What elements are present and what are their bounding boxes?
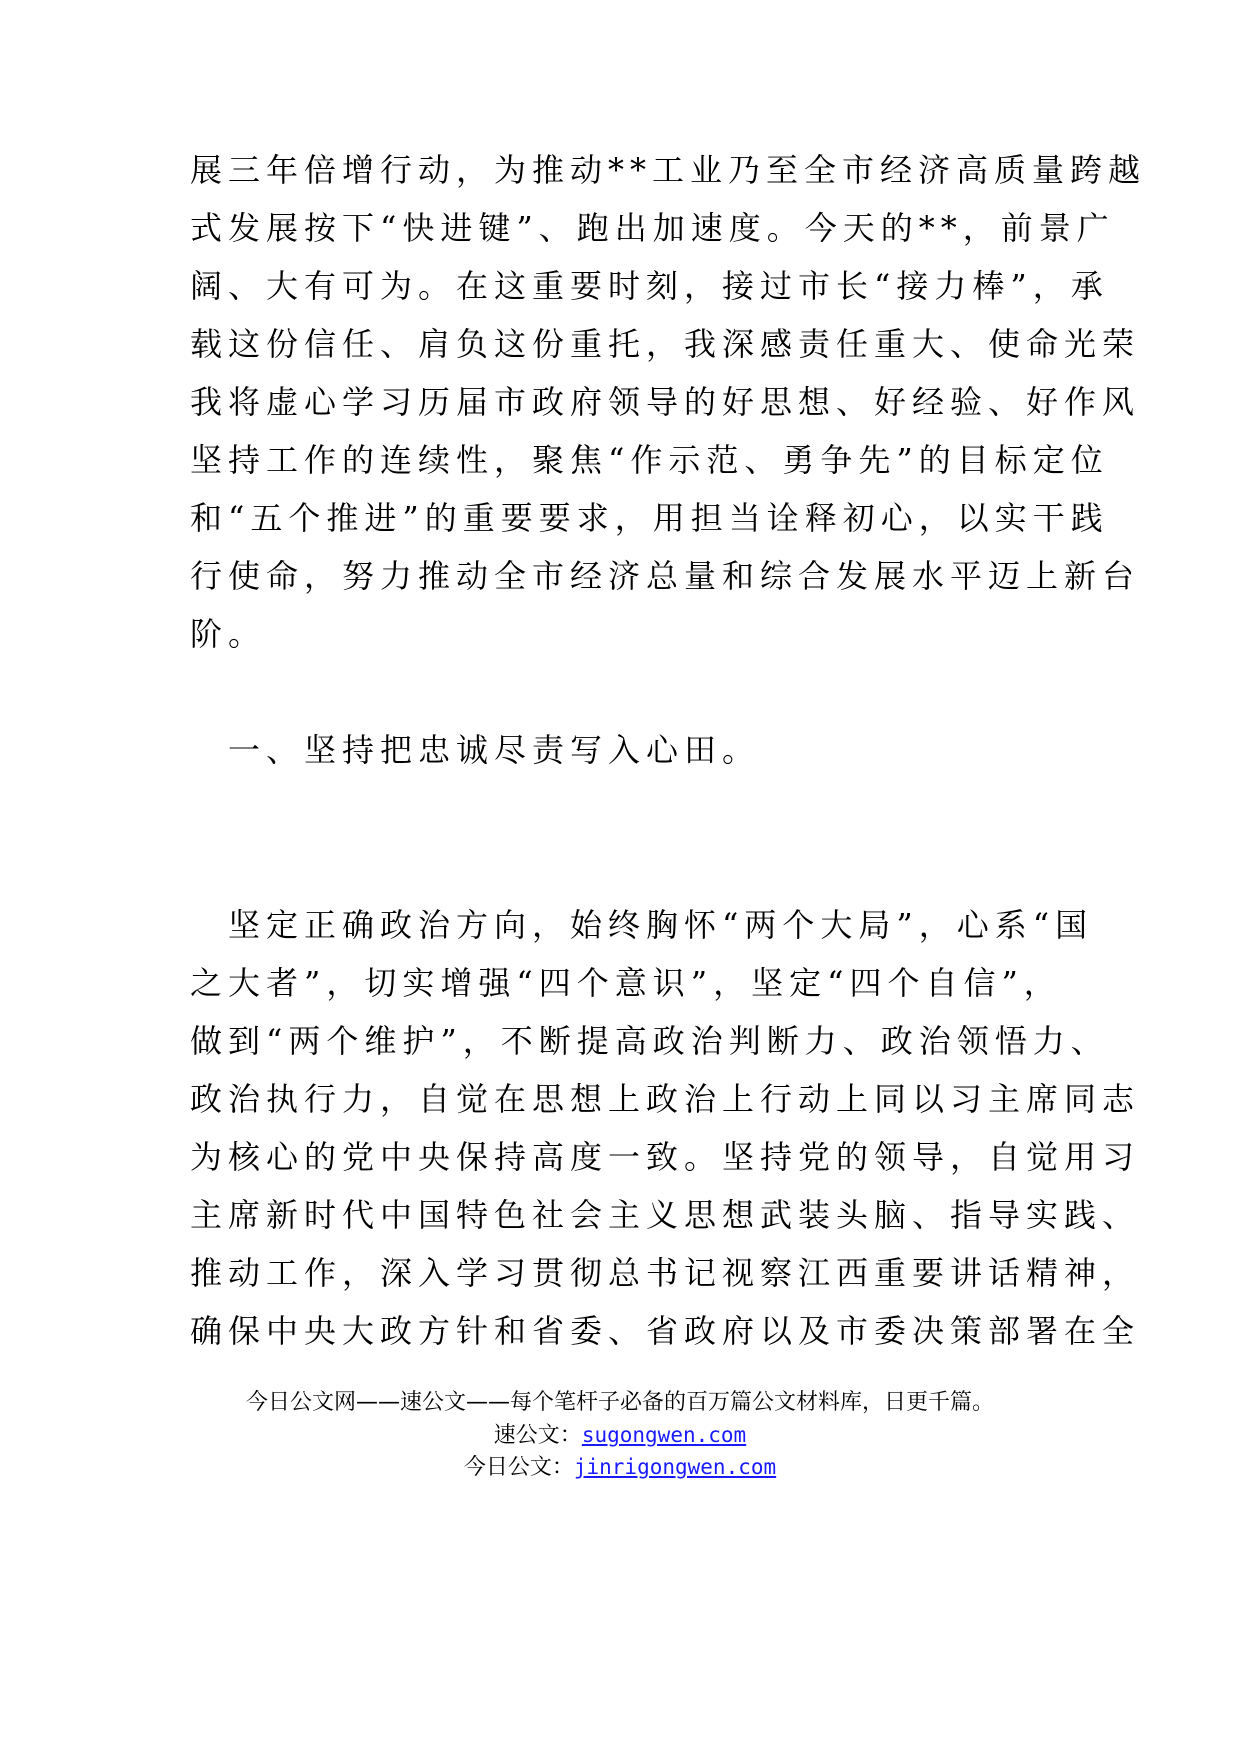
jinri-link[interactable]: jinrigongwen.com <box>573 1455 777 1479</box>
para2-line-5: 为核心的党中央保持高度一致。坚持党的领导，自觉用习 <box>190 1138 1141 1176</box>
footer-tagline: 今日公文网——速公文——每个笔杆子必备的百万篇公文材料库，日更千篇。 <box>245 1390 994 1415</box>
section-heading: 一、坚持把忠诚尽责写入心田。 <box>228 731 761 769</box>
body-line-4: 载这份信任、肩负这份重托，我深感责任重大、使命光荣 <box>190 325 1141 363</box>
para2-line-8: 确保中央大政方针和省委、省政府以及市委决策部署在全 <box>190 1312 1141 1350</box>
footer-jinri <box>0 1452 1240 1483</box>
body-line-1: 展三年倍增行动，为推动**工业乃至全市经济高质量跨越 <box>190 151 1147 189</box>
para2-line-2: 之大者”，切实增强“四个意识”，坚定“四个自信”， <box>190 964 1062 1002</box>
footer-sugongwen <box>0 1420 1240 1451</box>
body-line-5: 我将虚心学习历届市政府领导的好思想、好经验、好作风 <box>190 383 1141 421</box>
body-line-3: 阔、大有可为。在这重要时刻，接过市长“接力棒”，承 <box>190 267 1109 305</box>
para2-line-4: 政治执行力，自觉在思想上政治上行动上同以习主席同志 <box>190 1080 1141 1118</box>
body-line-6: 坚持工作的连续性，聚焦“作示范、勇争先”的目标定位 <box>190 441 1109 479</box>
para2-line-6: 主席新时代中国特色社会主义思想武装头脑、指导实践、 <box>190 1196 1141 1234</box>
body-line-7: 和“五个推进”的重要要求，用担当诠释初心，以实干践 <box>190 499 1109 537</box>
body-line-8: 行使命，努力推动全市经济总量和综合发展水平迈上新台 <box>190 557 1141 595</box>
para2-line-3: 做到“两个维护”，不断提高政治判断力、政治领悟力、 <box>190 1022 1109 1060</box>
sugongwen-link[interactable]: sugongwen.com <box>581 1423 747 1447</box>
para2-line-7: 推动工作，深入学习贯彻总书记视察江西重要讲话精神， <box>190 1254 1141 1292</box>
sugongwen-label: 速公文： <box>493 1423 582 1448</box>
body-line-2: 式发展按下“快进键”、跑出加速度。今天的**，前景广 <box>190 209 1115 247</box>
para2-line-1: 坚定正确政治方向，始终胸怀“两个大局”，心系“国 <box>228 906 1094 944</box>
jinri-label: 今日公文： <box>463 1455 574 1480</box>
body-line-9: 阶。 <box>190 615 267 653</box>
